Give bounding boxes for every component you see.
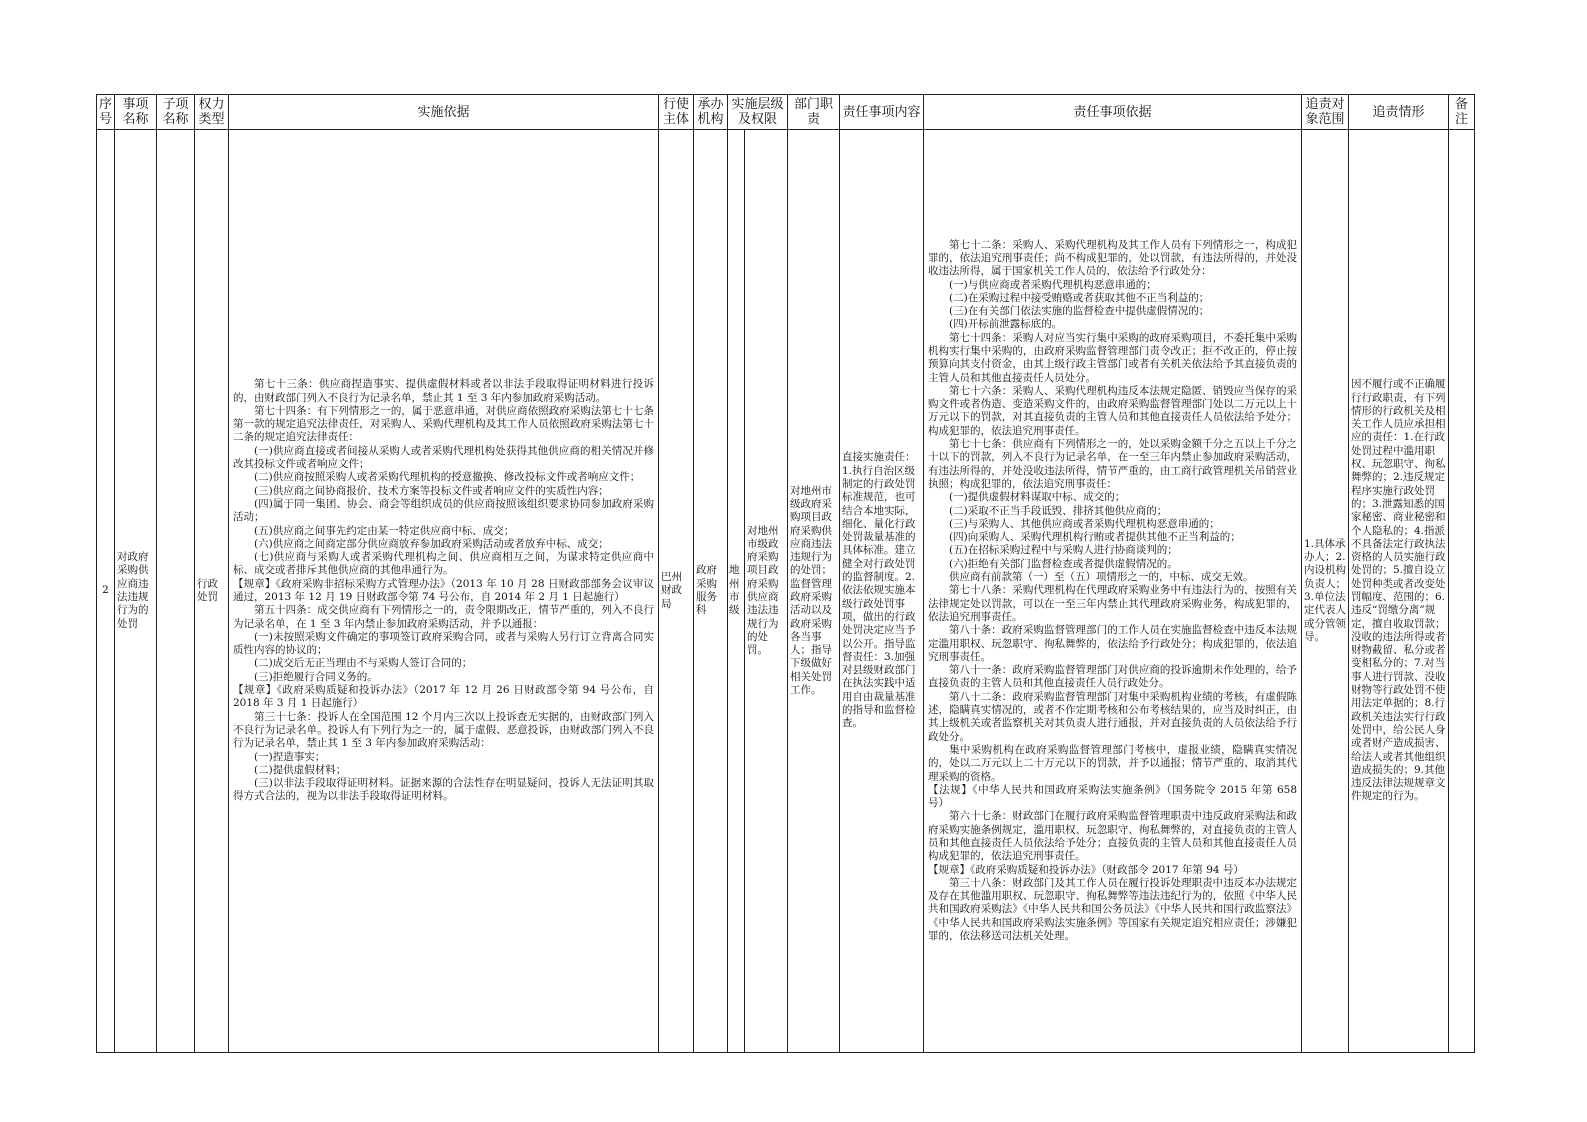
basis-para: (三)拒绝履行合同义务的。 bbox=[254, 670, 378, 683]
header-dept-duty: 部门职责 bbox=[788, 95, 840, 130]
cell-name: 对政府采购供应商违法违规行为的处罚 bbox=[115, 130, 157, 1053]
basis-para: (二)成交后无正当理由不与采购人签订合同的； bbox=[254, 657, 473, 670]
basis-para: (一)供应商直接或者间接从采购人或者采购代理机构处获得其他供应商的相关情况并修改其投标文件或者响应文件； bbox=[233, 444, 654, 471]
basis-para: 【规章】《政府采购质疑和投诉办法》（2017 年 12 月 26 日财政部令第 94 号公布，自 2018 年 3 月 1 日起施行） bbox=[233, 684, 654, 710]
table-row bbox=[97, 130, 1475, 1053]
basis-para: (五)供应商之间事先约定由某一特定供应商中标、成交； bbox=[254, 524, 515, 537]
resp-basis-para: 【规章】《政府采购质疑和投诉办法》（财政部令 2017 年第 94 号） bbox=[928, 863, 1244, 876]
basis-para: 第七十四条：有下列情形之一的，属于恶意串通，对供应商依照政府采购法第七十七条第一款的规定追究法律责任，对采购人、采购代理机构及其工作人员依照政府采购法第七十二条的规定追究法律责任： bbox=[233, 404, 654, 444]
resp-basis-para: 第三十八条：财政部门及其工作人员在履行投诉处理职责中违反本办法规定及存在其他滥用职权、玩忽职守、徇私舞弊等违法违纪行为的，依照《中华人民共和国政府采购法》《中华人民共和国公务员法》《中华人民共和国行政监察法》《中华人民共和国政府采购法实施条例》等国家有关规定追究相应责任；涉嫌犯罪的，依法移送司法机关处理。 bbox=[928, 876, 1297, 943]
cell-basis bbox=[229, 130, 659, 1053]
cell-no: 2 bbox=[97, 130, 115, 1053]
resp-basis-para: 第七十六条：采购人、采购代理机构违反本法规定隐匿、销毁应当保存的采购文件或者伪造、变造采购文件的，由政府采购监督管理部门处以二万元以上十万元以下的罚款，对其直接负责的主管人员和其他直接责任人员依法给予处分；构成犯罪的，依法追究刑事责任。 bbox=[928, 384, 1297, 437]
header-agency: 承办机构 bbox=[694, 95, 728, 130]
header-note: 备注 bbox=[1449, 95, 1475, 130]
resp-basis-para: 第七十七条：供应商有下列情形之一的，处以采购金额千分之五以上千分之十以下的罚款，列入不良行为记录名单，在一至三年内禁止参加政府采购活动，有违法所得的，并处没收违法所得，情节严重的，由工商行政管理机关吊销营业执照；构成犯罪的，依法追究刑事责任： bbox=[928, 438, 1297, 490]
basis-para: (二)提供虚假材料； bbox=[254, 763, 347, 776]
basis-para: 第七十三条：供应商捏造事实、提供虚假材料或者以非法手段取得证明材料进行投诉的，由财政部门列入不良行为记录名单，禁止其 1 至 3 年内参加政府采购活动。 bbox=[233, 378, 654, 404]
cell-resp-content: 直接实施责任：1.执行自治区级制定的行政处罚标准规范，也可结合本地实际，细化、量化行政处罚裁量基准的具体标准。建立健全对行政处罚的监督制度。2.依法依规实施本级行政处罚事项，做出的行政处罚决定应当予以公开。指导监督责任：3.加强对县级财政部门在执法实践中适用自由裁量基准的指导和监督检查。 bbox=[840, 130, 924, 1053]
header-scope: 追责对象范围 bbox=[1302, 95, 1349, 130]
resp-basis-para: 第八十二条：政府采购监督管理部门对集中采购机构业绩的考核，有虚假陈述，隐瞒真实情况的，或者不作定期考核和公布考核结果的，应当及时纠正，由其上级机关或者监察机关对其负责人进行通报，并对直接负责的人员依法给予行政处分。 bbox=[928, 690, 1297, 743]
cell-agency: 政府采购服务科 bbox=[694, 130, 728, 1053]
resp-basis-para: 【法规】《中华人民共和国政府采购法实施条例》（国务院令 2015 年第 658 号） bbox=[928, 783, 1297, 810]
cell-subject: 巴州财政局 bbox=[659, 130, 694, 1053]
basis-para: (二)供应商按照采购人或者采购代理机构的授意撤换、修改投标文件或者响应文件； bbox=[254, 471, 641, 484]
header-row bbox=[97, 95, 1475, 130]
basis-para: (六)供应商之间商定部分供应商放弃参加政府采购活动或者放弃中标、成交； bbox=[254, 537, 609, 550]
resp-basis-para: (二)在采购过程中接受贿赂或者获取其他不正当利益的； bbox=[949, 291, 1210, 304]
resp-basis-para: 第七十四条：采购人对应当实行集中采购的政府采购项目，不委托集中采购机构实行集中采购的，由政府采购监督管理部门责令改正；拒不改正的，停止按预算向其支付资金，由其上级行政主管部门或者有关机关依法给予其直接负责的主管人员和其他直接责任人员处分。 bbox=[928, 331, 1297, 384]
basis-para: (三)以非法手段取得证明材料。证据来源的合法性存在明显疑问，投诉人无法证明其取得方式合法的，视为以非法手段取得证明材料。 bbox=[233, 777, 654, 803]
resp-basis-para: 第八十一条：政府采购监督管理部门对供应商的投诉逾期未作处理的，给予直接负责的主管人员和其他直接责任人员行政处分。 bbox=[928, 664, 1297, 690]
header-sub: 子项名称 bbox=[157, 95, 195, 130]
resp-basis-para: 供应商有前款第（一）至（五）项情形之一的，中标、成交无效。 bbox=[949, 571, 1254, 584]
header-no: 序号 bbox=[97, 95, 115, 130]
resp-basis-para: 第八十条：政府采购监督管理部门的工作人员在实施监督检查中违反本法规定滥用职权、玩忽职守、徇私舞弊的，依法给予行政处分；构成犯罪的，依法追究刑事责任。 bbox=[928, 624, 1297, 663]
resp-basis-para: (四)向采购人、采购代理机构行贿或者提供其他不正当利益的； bbox=[949, 531, 1241, 544]
resp-basis-para: 第七十八条：采购代理机构在代理政府采购业务中有违法行为的，按照有关法律规定处以罚款，可以在一至三年内禁止其代理政府采购业务，构成犯罪的，依法追究刑事责任。 bbox=[928, 584, 1297, 623]
resp-basis-para: 第七十二条：采购人、采购代理机构及其工作人员有下列情形之一，构成犯罪的，依法追究刑事责任；尚不构成犯罪的，处以罚款，有违法所得的，并处没收违法所得，属于国家机关工作人员的，依法给予行政处分： bbox=[928, 238, 1297, 278]
header-subject: 行使主体 bbox=[659, 95, 694, 130]
resp-basis-para: 第六十七条：财政部门在履行政府采购监督管理职责中违反政府采购法和政府采购实施条例规定，滥用职权、玩忽职守、徇私舞弊的，对直接负责的主管人员和其他直接责任人员依法给予处分；直接负责的主管人员和其他直接责任人员构成犯罪的，依法追究刑事责任。 bbox=[928, 810, 1297, 863]
header-level: 实施层级及权限 bbox=[728, 95, 788, 130]
cell-type: 行政处罚 bbox=[195, 130, 229, 1053]
resp-basis-para: (五)在招标采购过程中与采购人进行协商谈判的； bbox=[949, 544, 1178, 557]
level-duty: 对地州市级政府采购项目政府采购供应商违法违规行为的处罚。 bbox=[747, 524, 779, 657]
header-situation: 追责情形 bbox=[1349, 95, 1449, 130]
header-resp-basis: 责任事项依据 bbox=[924, 95, 1302, 130]
resp-basis-para: (一)与供应商或者采购代理机构恶意串通的； bbox=[949, 278, 1157, 291]
level-label: 地州市级 bbox=[728, 130, 745, 1052]
cell-dept-duty: 对地州市级政府采购项目政府采购供应商违法违规行为的处罚；监督管理政府采购活动以及政府采购各当事人；指导下级做好相关处罚工作。 bbox=[788, 130, 840, 1053]
cell-scope: 1.具体承办人；2.内设机构负责人；3.单位法定代表人或分管领导。 bbox=[1302, 130, 1349, 1053]
basis-para: (七)供应商与采购人或者采购代理机构之间、供应商相互之间，为谋求特定供应商中标、成交或者排斥其他供应商的其他串通行为。 bbox=[233, 551, 654, 577]
resp-basis-para: (一)提供虚假材料谋取中标、成交的； bbox=[949, 491, 1126, 504]
cell-situation: 因不履行或不正确履行行政职责，有下列情形的行政机关及相关工作人员应承担相应的责任：1.在行政处罚过程中滥用职权、玩忽职守、徇私舞弊的；2.违反规定程序实施行政处罚的；3.泄露知悉的国家秘密、商业秘密和个人隐私的；4.指派不具备法定行政执法资格的人员实施行政处罚的；5.擅自设立处罚种类或者改变处罚幅度、范围的；6.违反“罚缴分离”规定，擅自收取罚款；没收的违法所得或者财物截留、私分或者变相私分的；7.对当事人进行罚款、没收财物等行政处罚不使用法定单据的；8.行政机关违法实行行政处罚中，给公民人身或者财产造成损害、给法人或者其他组织造成损失的；9.其他违反法律法规规章文件规定的行为。 bbox=[1349, 130, 1449, 1053]
basis-para: 第五十四条：成交供应商有下列情形之一的，责令限期改正，情节严重的，列入不良行为记录名单，在 1 至 3 年内禁止参加政府采购活动，并予以通报： bbox=[233, 604, 654, 630]
resp-basis-para: (四)开标前泄露标底的。 bbox=[949, 318, 1063, 331]
basis-para: (一)捏造事实； bbox=[254, 750, 326, 763]
cell-level bbox=[728, 130, 788, 1053]
cell-resp-basis bbox=[924, 130, 1302, 1053]
header-type: 权力类型 bbox=[195, 95, 229, 130]
cell-sub bbox=[157, 130, 195, 1053]
resp-basis-para: (六)拒绝有关部门监督检查或者提供虚假情况的。 bbox=[949, 557, 1178, 570]
basis-para: 第三十七条：投诉人在全国范围 12 个月内三次以上投诉查无实据的，由财政部门列入不良行为记录名单。投诉人有下列行为之一的，属于虚假、恶意投诉，由财政部门列入不良行为记录名单，禁止其 1 至 3 年内参加政府采购活动： bbox=[233, 710, 654, 750]
resp-basis-para: (三)在有关部门依法实施的监督检查中提供虚假情况的； bbox=[949, 305, 1210, 318]
basis-para: (四)属于同一集团、协会、商会等组织成员的供应商按照该组织要求协同参加政府采购活动； bbox=[233, 497, 654, 524]
header-basis: 实施依据 bbox=[229, 95, 659, 130]
resp-basis-para: (三)与采购人、其他供应商或者采购代理机构恶意串通的； bbox=[949, 517, 1220, 530]
resp-basis-para: (二)采取不正当手段诋毁、排挤其他供应商的； bbox=[949, 504, 1168, 517]
cell-note bbox=[1449, 130, 1475, 1053]
responsibility-table bbox=[96, 94, 1475, 1053]
header-name: 事项名称 bbox=[115, 95, 157, 130]
basis-para: (一)未按照采购文件确定的事项签订政府采购合同，或者与采购人另行订立背离合同实质性内容的协议的； bbox=[233, 630, 654, 657]
resp-basis-para: 集中采购机构在政府采购监督管理部门考核中，虚报业绩，隐瞒真实情况的，处以二万元以上二十万元以下的罚款，并予以通报；情节严重的，取消其代理采购的资格。 bbox=[928, 743, 1297, 783]
basis-para: 【规章】《政府采购非招标采购方式管理办法》（2013 年 10 月 28 日财政部部务会议审议通过，2013 年 12 月 19 日财政部令第 74 号公布，自 2014 年 2 月 1 日起施行） bbox=[233, 577, 654, 603]
header-resp-content: 责任事项内容 bbox=[840, 95, 924, 130]
basis-para: (三)供应商之间协商报价、技术方案等投标文件或者响应文件的实质性内容； bbox=[254, 484, 609, 497]
